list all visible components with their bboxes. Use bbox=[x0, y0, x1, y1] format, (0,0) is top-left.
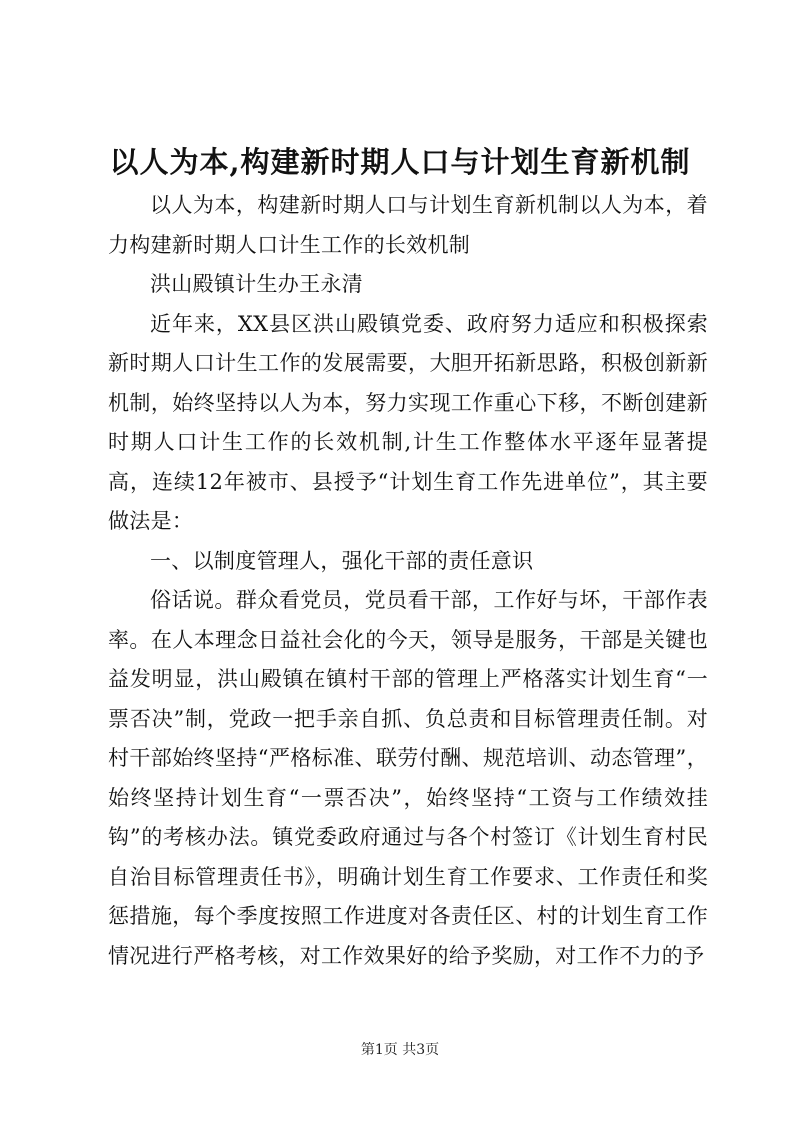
body-paragraph: 俗话说。群众看党员，党员看干部，工作好与坏，干部作表率。在人本理念日益社会化的今天，领导是服务，干部是关键也益发明显，洪山殿镇在镇村干部的管理上严格落实计划生育“一票否决”制，党政一把手亲自抓、负总责和目标管理责任制。对村干部始终坚持“严格标准、联劳付酬、规范培训、动态管理”，始终坚持计划生育“一票否决”，始终坚持“工资与工作绩效挂钩”的考核办法。镇党委政府通过与各个村签订《计划生育村民自治目标管理责任书》，明确计划生育工作要求、工作责任和奖惩措施，每个季度按照工作进度对各责任区、村的计划生育工作情况进行严格考核，对工作效果好的给予奖励，对工作不力的予 bbox=[108, 588, 708, 968]
section-heading: 一、以制度管理人，强化干部的责任意识 bbox=[150, 548, 534, 573]
intro-paragraph: 近年来，XX县区洪山殿镇党委、政府努力适应和积极探索新时期人口计生工作的发展需要，大胆开拓新思路，积极创新新机制，始终坚持以人为本，努力实现工作重心下移，不断创建新时期人口计生工作的长效机制,计生工作整体水平逐年显著提高，连续12年被市、县授予“计划生育工作先进单位”，其主要做法是： bbox=[108, 311, 708, 533]
subtitle-paragraph: 以人为本，构建新时期人口与计划生育新机制以人为本，着力构建新时期人口计生工作的长效机制 bbox=[108, 193, 708, 257]
author-line: 洪山殿镇计生办王永清 bbox=[150, 272, 363, 296]
document-body bbox=[108, 186, 708, 976]
page-footer: 第1页 共3页 bbox=[360, 1042, 440, 1058]
document-title: 以人为本,构建新时期人口与计划生育新机制 bbox=[109, 145, 691, 179]
